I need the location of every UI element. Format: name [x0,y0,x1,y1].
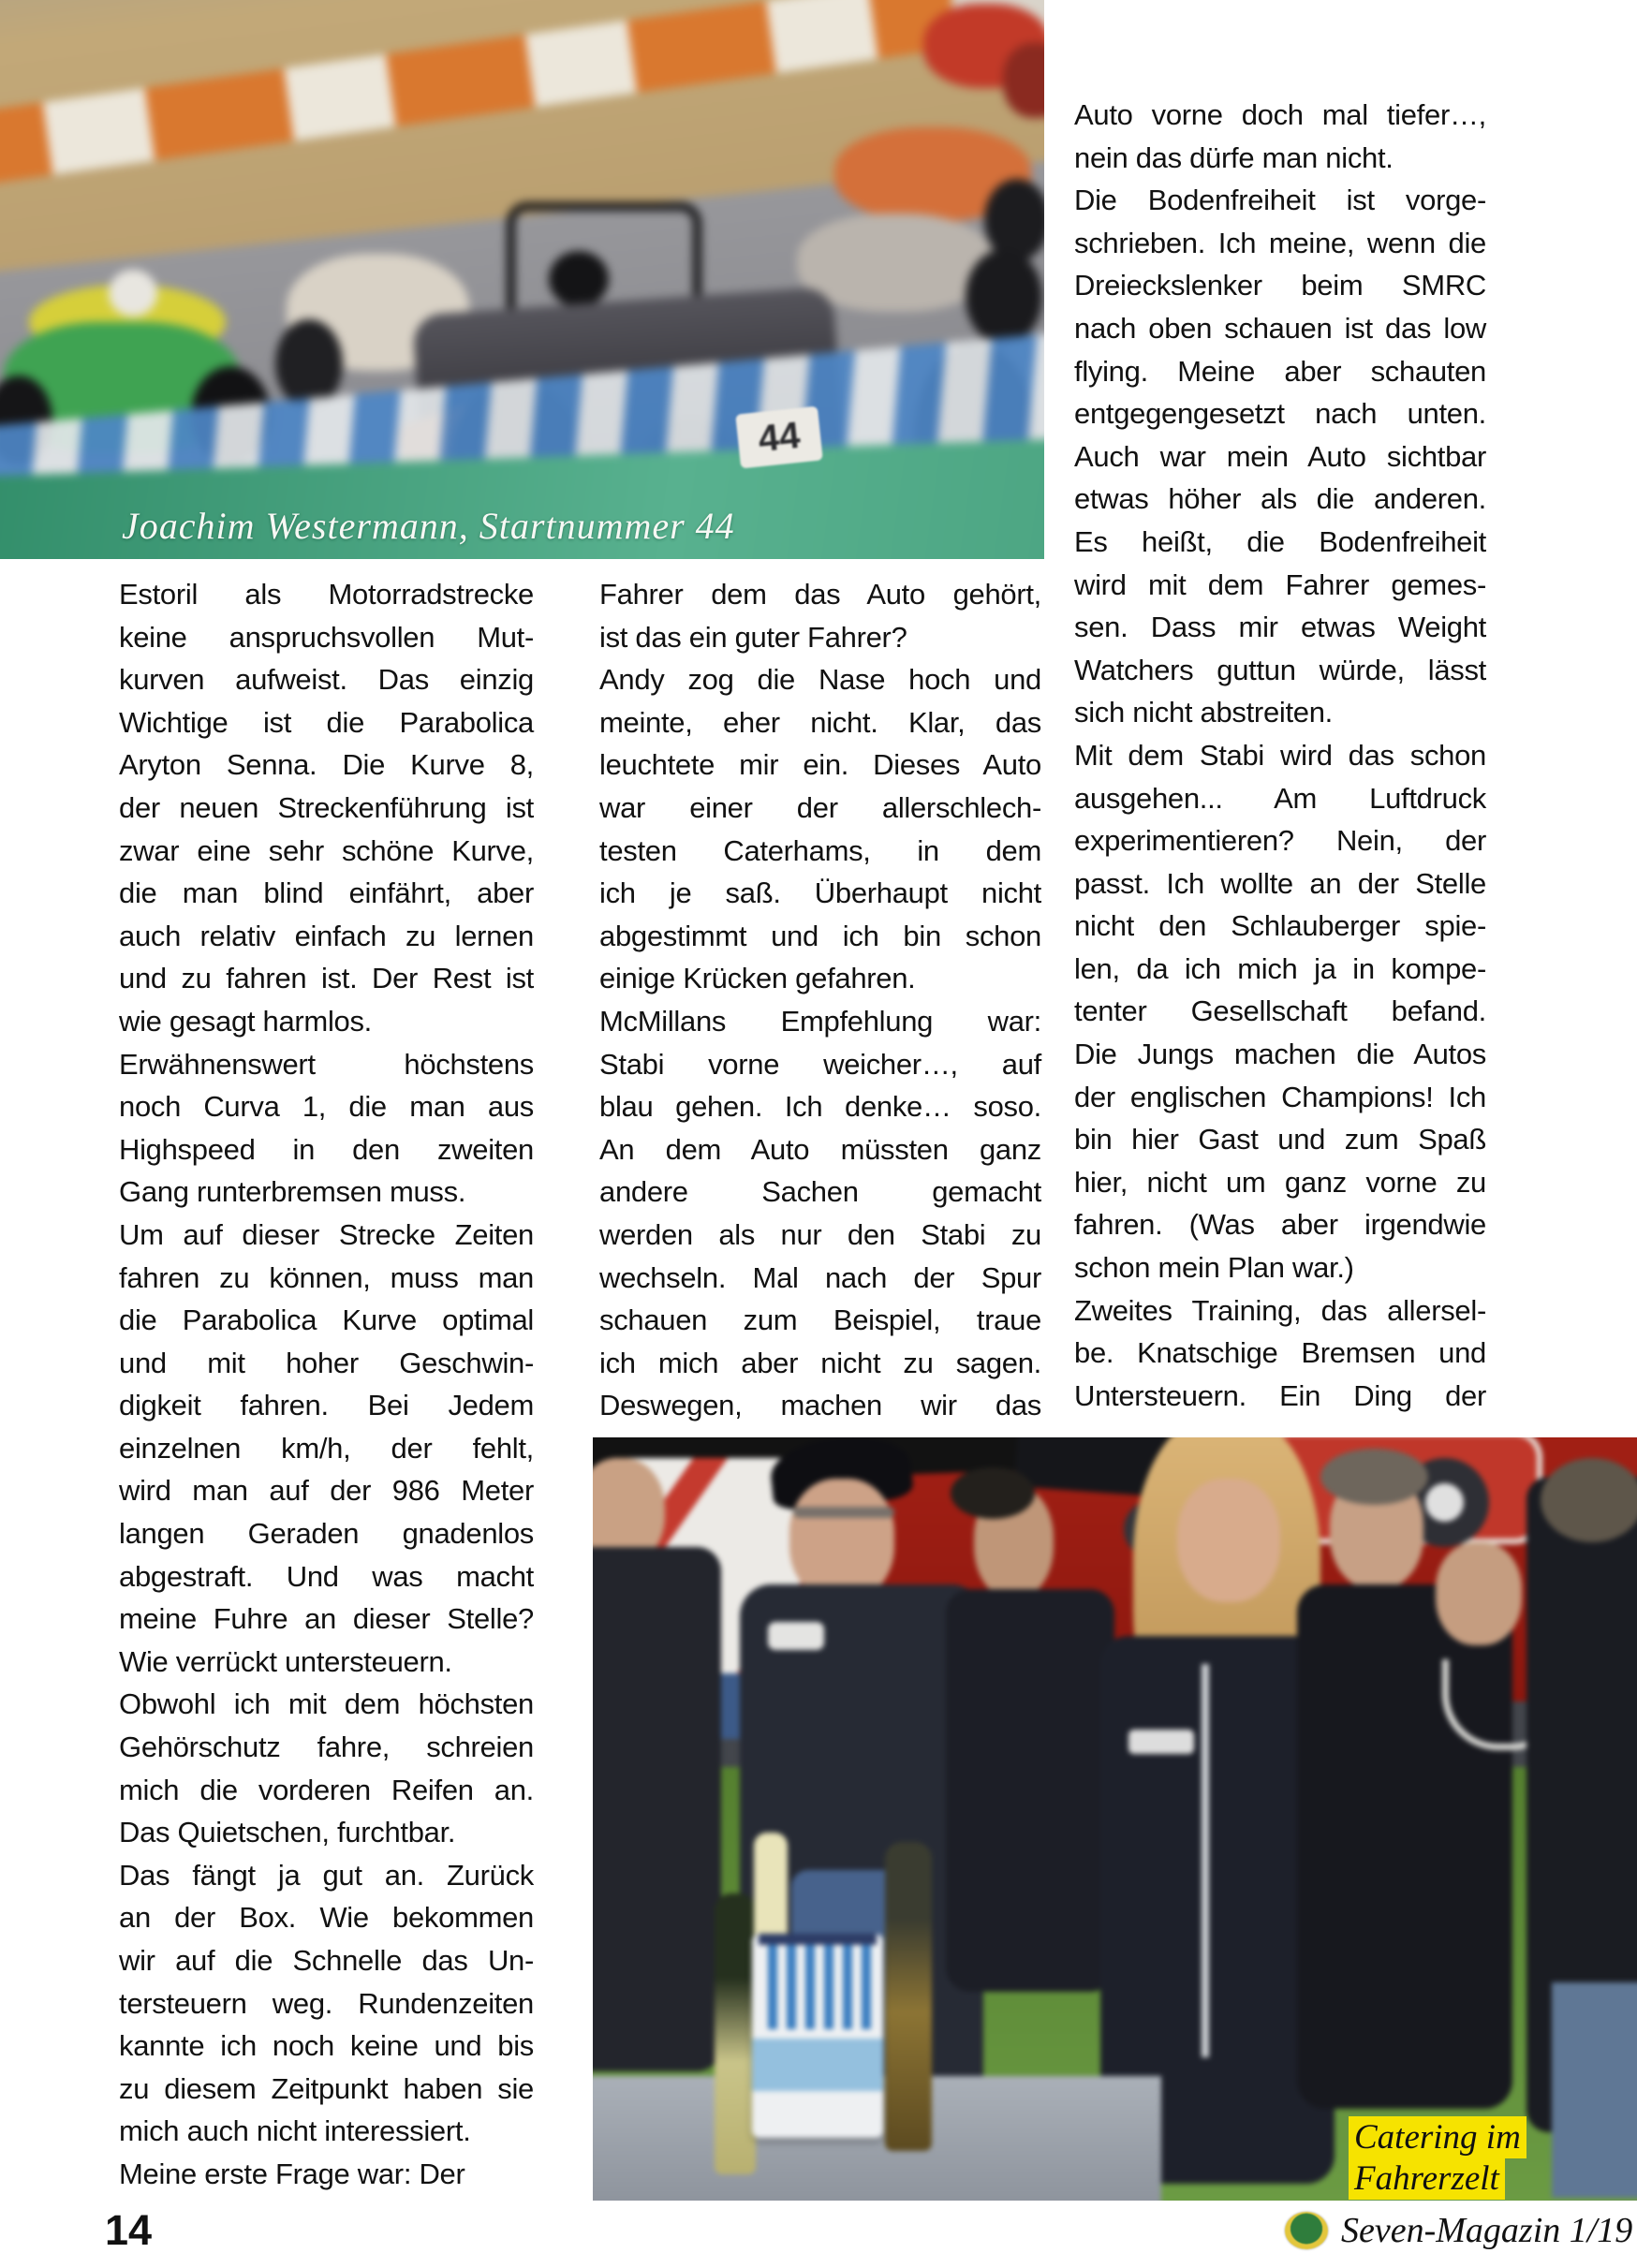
driver-helmet [549,251,609,307]
text-line: hier, nicht um ganz vorne zu [1074,1165,1486,1199]
text-line: Das Quietschen, furchtbar. [119,1816,456,1849]
text-line: kurven aufweist. Das einzig [119,663,534,697]
footer [1285,2210,1632,2251]
cap-man-face [789,1479,894,1600]
text-line: experimentieren? Nein, der [1074,824,1486,858]
race-track-photo-scene [0,0,1044,559]
text-line: Fahrer dem das Auto gehört, [599,578,1041,611]
text-line: Dreieckslenker beim SMRC [1074,269,1486,302]
text-line: Das fängt ja gut an. Zurück [119,1858,534,1892]
text-line: keine anspruchsvollen Mut- [119,620,534,654]
text-line: leuchtete mir ein. Dieses Auto [599,748,1041,782]
text-line: Untersteuern. Ein Ding der [1074,1378,1486,1412]
text-line: fahren zu können, muss man [119,1260,534,1294]
magazine-issue: Seven-Magazin 1/19 [1341,2211,1633,2250]
text-line: schauen zum Beispiel, traue [599,1303,1041,1337]
text-line: an der Box. Wie bekommen [119,1901,534,1935]
text-line: len, da ich mich ja in kompe- [1074,951,1486,985]
text-line: einzelnen km/h, der fehlt, [119,1431,534,1465]
text-line: Wichtige ist die Parabolica [119,705,534,739]
text-line: ich mich aber nicht zu sagen. [599,1346,1041,1379]
smiling-man-face [1436,1542,1522,1645]
grey-man-hair [1320,1449,1428,1505]
text-line: Die Jungs machen die Autos [1074,1038,1486,1071]
cap-man-logo-patch [768,1622,824,1650]
text-line: meine Fuhre an dieser Stelle? [119,1602,534,1636]
text-line: McMillans Empfehlung war: [599,1004,1041,1038]
cake-top-edge [759,1934,877,1945]
text-line: Mit dem Stabi wird das schon [1074,738,1486,772]
text-line: Zweites Training, das allersel- [1074,1293,1486,1327]
text-line: testen Caterhams, in dem [599,833,1041,867]
text-line: be. Knatschige Bremsen und [1074,1336,1486,1370]
text-line: der neuen Streckenführung ist [119,790,534,824]
text-line: abgestraft. Und was macht [119,1559,534,1593]
text-line: schrieben. Ich meine, wenn die [1074,226,1486,259]
text-line: Auch war mein Auto sichtbar [1074,439,1486,473]
text-line: schon mein Plan war.) [1074,1251,1354,1285]
text-line: abgestimmt und ich bin schon [599,919,1041,952]
text-line: kannte ich noch keine und bis [119,2029,534,2063]
bottom-photo-caption [1339,2113,1545,2201]
text-line: ist das ein guter Fahrer? [599,620,907,654]
text-line: wir auf die Schnelle das Un- [119,1944,534,1977]
text-line: Gang runterbremsen muss. [119,1175,466,1209]
text-line: war einer der allerschlech- [599,790,1041,824]
caption-line: Catering im [1349,2116,1526,2158]
race-track-photo [0,0,1044,559]
text-line: langen Geraden gnadenlos [119,1517,534,1551]
text-line: passt. Ich wollte an der Stelle [1074,866,1486,900]
text-line: der englischen Champions! Ich [1074,1080,1486,1113]
text-line: Um auf dieser Strecke Zeiten [119,1217,534,1251]
text-line: mich auch nicht interessiert. [119,2114,471,2148]
text-line: Erwähnenswert höchstens [119,1047,534,1081]
person-right-hair [1541,1458,1637,1542]
text-line: Aryton Senna. Die Kurve 8, [119,748,534,782]
catering-photo-scene [593,1437,1637,2201]
text-line: einige Krücken gefahren. [599,962,916,995]
person-left-jacket [593,1547,721,2071]
text-line: bin hier Gast und zum Spaß [1074,1123,1486,1156]
text-line: Stabi vorne weicher…, auf [599,1047,1041,1081]
text-line: nach oben schauen ist das low [1074,311,1486,345]
text-line: ausgehen... Am Luftdruck [1074,781,1486,815]
text-line: digkeit fahren. Bei Jedem [119,1389,534,1422]
text-line: mich die vorderen Reifen an. [119,1773,534,1806]
start-number-plate: 44 [735,406,823,469]
profile-man-jacket [946,1589,1114,1992]
text-line: Es heißt, die Bodenfreiheit [1074,524,1486,558]
wine-bottle-left [715,1893,756,2174]
text-line: und mit hoher Geschwin- [119,1346,534,1379]
text-line: An dem Auto müssten ganz [599,1132,1041,1166]
text-line: ich je saß. Überhaupt nicht [599,876,1041,910]
orange-car-wheel [984,179,1044,261]
text-line: meinte, eher nicht. Klar, das [599,705,1041,739]
text-line: Estoril als Motorradstrecke [119,578,534,611]
text-line: wechseln. Mal nach der Spur [599,1260,1041,1294]
text-line: Watchers guttun würde, lässt [1074,653,1486,686]
article-column-1 [119,573,534,2196]
cake-candles [759,1945,877,2029]
text-line: Die Bodenfreiheit ist vorge- [1074,184,1486,217]
text-line: entgegengesetzt nach unten. [1074,397,1486,431]
text-line: zwar eine sehr schöne Kurve, [119,833,534,867]
text-line: noch Curva 1, die man aus [119,1090,534,1124]
page-number: 14 [105,2206,153,2254]
caption-line: Fahrerzelt [1349,2158,1505,2200]
text-line: die man blind einfährt, aber [119,876,534,910]
text-line: Auto vorne doch mal tiefer…, [1074,98,1486,131]
text-line: flying. Meine aber schauten [1074,354,1486,388]
text-line: sich nicht abstreiten. [1074,696,1333,729]
wine-bottle-right [885,1842,932,2151]
profile-man-hair [951,1467,1035,1519]
text-line: wie gesagt harmlos. [119,1004,372,1038]
text-line: Highspeed in den zweiten [119,1132,534,1166]
text-line: die Parabolica Kurve optimal [119,1303,534,1337]
article-column-3 [1074,94,1486,1417]
text-line: und zu fahren ist. Der Rest ist [119,962,534,995]
white-car-wheel [275,319,343,408]
text-line: auch relativ einfach zu lernen [119,919,534,952]
text-line: nicht den Schlauberger spie- [1074,909,1486,943]
top-photo-caption: Joachim Westermann, Startnummer 44 [122,505,735,547]
woman-logo-patch [1128,1730,1194,1754]
article-column-2 [599,573,1041,1427]
text-line: Gehörschutz fahre, schreien [119,1730,534,1764]
text-line: wird mit dem Fahrer gemes- [1074,567,1486,601]
text-line: Deswegen, machen wir das [599,1389,1041,1422]
woman-jacket-zipper [1202,1664,1209,2057]
text-line: Obwohl ich mit dem höchsten [119,1687,534,1721]
text-line: wird man auf der 986 Meter [119,1474,534,1508]
text-line: zu diesem Zeitpunkt haben sie [119,2071,534,2105]
text-line: Andy zog die Nase hoch und [599,663,1041,697]
text-line: tersteuern weg. Rundenzeiten [119,1986,534,2020]
text-line: andere Sachen gemacht [599,1175,1041,1209]
text-line: tenter Gesellschaft befand. [1074,994,1486,1028]
text-line: blau gehen. Ich denke… soso. [599,1090,1041,1124]
text-line: werden als nur den Stabi zu [599,1217,1041,1251]
person-right-jeans [1552,1982,1637,2198]
text-line: Meine erste Frage war: Der [119,2157,465,2190]
text-line: etwas höher als die anderen. [1074,482,1486,516]
text-line: fahren. (Was aber irgendwie [1074,1208,1486,1242]
cap-man-glasses [793,1507,894,1518]
text-line: sen. Dass mir etwas Weight [1074,611,1486,644]
green-car-helmet [109,270,157,317]
catering-photo [593,1437,1637,2201]
seven-badge-icon [1285,2212,1328,2249]
cake-blue-band [752,2039,883,2091]
text-line: Wie verrückt untersteuern. [119,1644,452,1678]
grey-car-wheel [966,249,1042,345]
text-line: nein das dürfe man nicht. [1074,140,1394,174]
woman-face [1177,1479,1280,1602]
